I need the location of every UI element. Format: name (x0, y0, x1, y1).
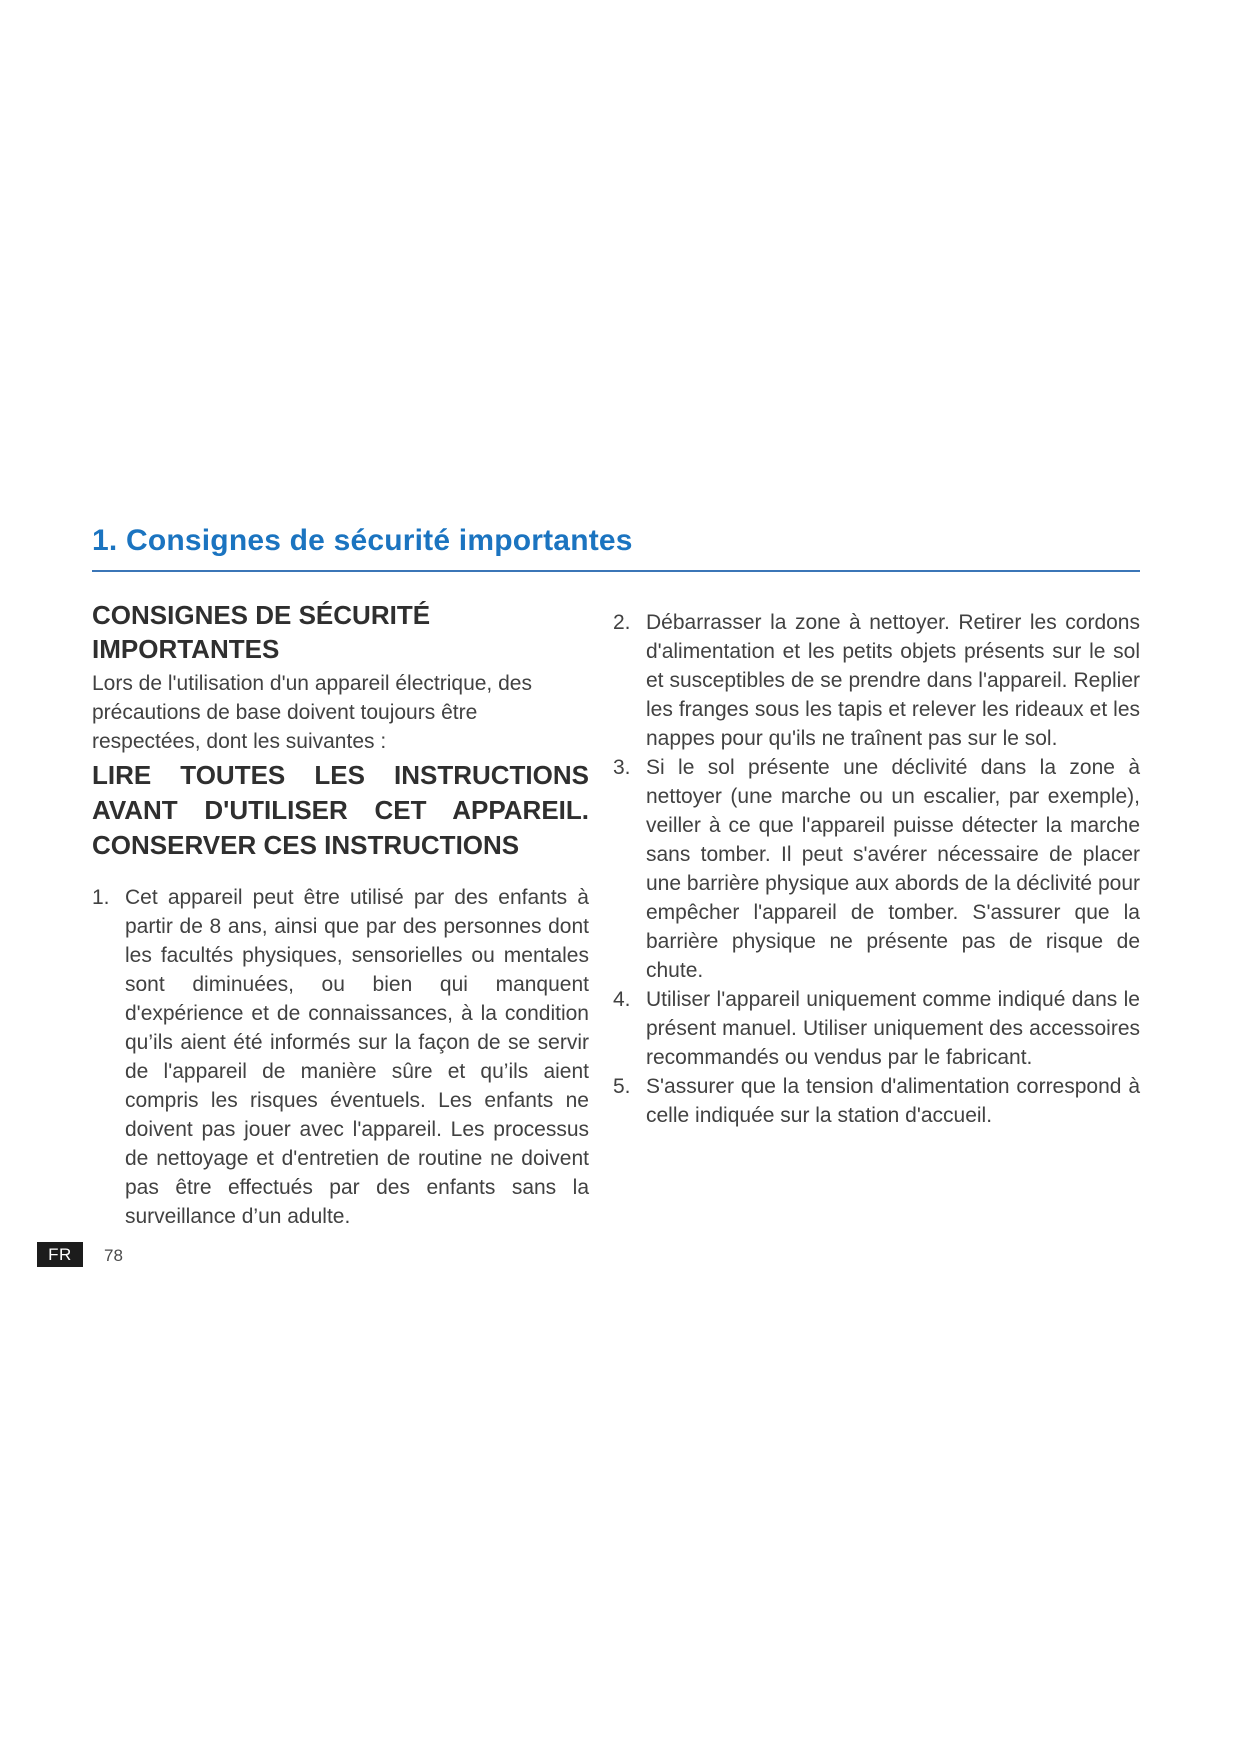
list-item (613, 608, 1140, 753)
list-item-number: 5. (613, 1075, 631, 1098)
read-instructions-heading: LIRE TOUTES LES INSTRUCTIONS AVANT D'UTILISER CET APPAREIL. CONSERVER CES INSTRUCTIONS (92, 760, 589, 860)
page-number: 78 (104, 1246, 123, 1265)
right-column (613, 598, 1140, 1231)
list-item-text: Cet appareil peut être utilisé par des enfants à partir de 8 ans, ainsi que par des personnes dont les facultés physiques, sensorielles ou mentales sont diminuées, ou bien qui manquent d'expérience et de connaissances, à la condition qu’ils aient été informés sur la façon de se servir de l'appareil de manière sûre et qu’ils aient compris les risques éventuels. Les enfants ne doivent pas jouer avec l'appareil. Les processus de nettoyage et d'entretien de routine ne doivent pas être effectués par des enfants sans la surveillance d’un adulte. (125, 886, 589, 1228)
list-item-number: 4. (613, 988, 631, 1011)
list-item-number: 2. (613, 611, 631, 634)
list-item (92, 883, 589, 1231)
list-item-number: 1. (92, 886, 110, 909)
list-item-text: Si le sol présente une déclivité dans la zone à nettoyer (une marche ou un escalier, par exemple), veiller à ce que l'appareil puisse détecter la marche sans tomber. Il peut s'avérer nécessaire de placer une barrière physique aux abords de la déclivité pour empêcher l'appareil de tomber. S'assurer que la barrière physique ne présente pas de risque de chute. (646, 756, 1140, 982)
intro-paragraph: Lors de l'utilisation d'un appareil électrique, des précautions de base doivent toujours être respectées, dont les suivantes : (92, 672, 532, 753)
list-item (613, 985, 1140, 1072)
left-column (92, 598, 589, 1231)
safety-list-right (613, 608, 1140, 1130)
list-item (613, 753, 1140, 985)
list-item-text: Utiliser l'appareil uniquement comme indiqué dans le présent manuel. Utiliser uniquement des accessoires recommandés ou vendus par le fabricant. (646, 988, 1140, 1069)
list-item-number: 3. (613, 756, 631, 779)
page-content (92, 524, 1140, 1231)
list-item-text: Débarrasser la zone à nettoyer. Retirer les cordons d'alimentation et les petits objets présents sur le sol et susceptibles de se prendre dans l'appareil. Replier les franges sous les tapis et relever les rideaux et les nappes pour qu'ils ne traînent pas sur le sol. (646, 611, 1140, 750)
list-item-text: S'assurer que la tension d'alimentation correspond à celle indiquée sur la station d'accueil. (646, 1075, 1140, 1127)
page-title: 1. Consignes de sécurité importantes (92, 524, 1140, 572)
section-heading: CONSIGNES DE SÉCURITÉ IMPORTANTES (92, 600, 431, 664)
safety-list-left (92, 883, 589, 1231)
language-badge: FR (37, 1242, 83, 1267)
list-item (613, 1072, 1140, 1130)
two-column-layout (92, 598, 1140, 1231)
